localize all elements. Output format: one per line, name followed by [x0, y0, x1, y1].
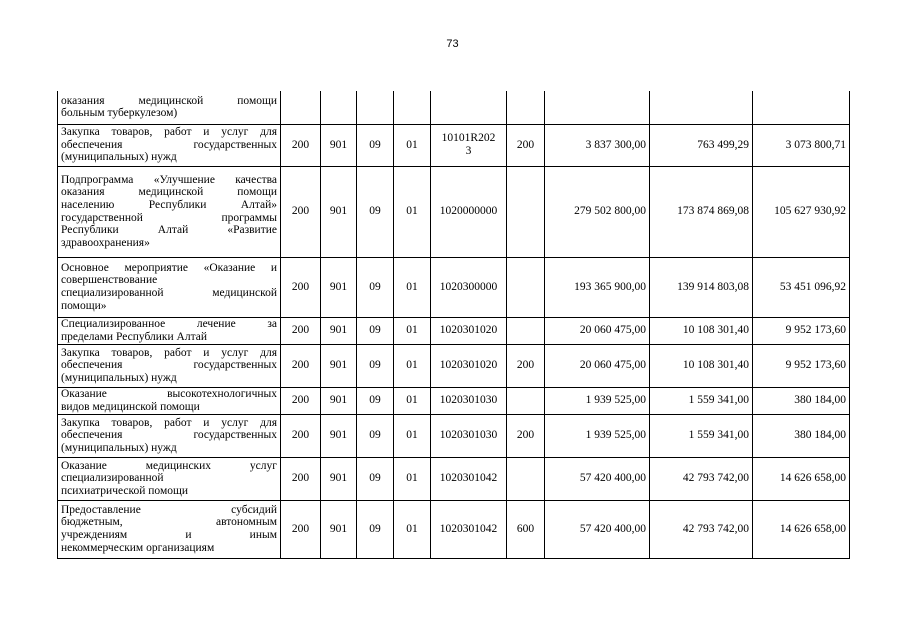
- amount-remaining-cell: 9 952 173,60: [753, 344, 850, 387]
- amount-remaining-cell: 380 184,00: [753, 387, 850, 414]
- expense-type-cell: [507, 387, 545, 414]
- description-line: совершенствование: [61, 274, 158, 287]
- row-description-cell: [58, 457, 281, 500]
- row-description-cell: [58, 124, 281, 166]
- row-description-cell: [58, 317, 281, 344]
- expense-type-cell: [507, 457, 545, 500]
- target-article-cell: 1020301020: [431, 317, 507, 344]
- expense-type-cell: 200: [507, 344, 545, 387]
- amount-executed-cell: 10 108 301,40: [650, 317, 753, 344]
- amount-plan-cell: 20 060 475,00: [545, 317, 650, 344]
- description-line: населению Республики Алтай»: [61, 198, 277, 211]
- amount-plan-cell: 57 420 400,00: [545, 500, 650, 558]
- amount-remaining-cell: 380 184,00: [753, 414, 850, 457]
- description-line: оказания медицинской помощи: [61, 186, 277, 199]
- ministry-code-cell: 901: [321, 414, 357, 457]
- amount-plan-cell: 3 837 300,00: [545, 124, 650, 166]
- admin-code-cell: [281, 91, 321, 124]
- expense-type-cell: [507, 257, 545, 317]
- expense-type-cell: 200: [507, 414, 545, 457]
- amount-executed-cell: 1 559 341,00: [650, 387, 753, 414]
- row-description-cell: [58, 387, 281, 414]
- description-line: Закупка товаров, работ и услуг для: [61, 416, 277, 429]
- description-line: (муниципальных) нужд: [61, 151, 177, 164]
- section-code-cell: 09: [357, 387, 394, 414]
- subsection-code-cell: 01: [394, 414, 431, 457]
- description-line: бюджетным, автономным: [61, 516, 277, 529]
- description-line: пределами Республики Алтай: [61, 330, 207, 343]
- target-article-cell: 1020300000: [431, 257, 507, 317]
- target-article-cell: 1020301042: [431, 457, 507, 500]
- admin-code-cell: 200: [281, 387, 321, 414]
- expense-type-cell: 200: [507, 124, 545, 166]
- section-code-cell: 09: [357, 166, 394, 257]
- amount-remaining-cell: 9 952 173,60: [753, 317, 850, 344]
- amount-plan-cell: 57 420 400,00: [545, 457, 650, 500]
- subsection-code-cell: 01: [394, 457, 431, 500]
- admin-code-cell: 200: [281, 257, 321, 317]
- expense-type-cell: 600: [507, 500, 545, 558]
- subsection-code-cell: [394, 91, 431, 124]
- description-line: здравоохранения»: [61, 236, 150, 249]
- target-article-cell: 10101R2023: [431, 124, 507, 166]
- amount-plan-cell: 279 502 800,00: [545, 166, 650, 257]
- description-line: обеспечения государственных: [61, 138, 277, 151]
- description-line: специализированной: [61, 472, 164, 485]
- table-row: [58, 500, 850, 558]
- description-line: Оказание высокотехнологичных: [61, 387, 277, 400]
- subsection-code-cell: 01: [394, 317, 431, 344]
- section-code-cell: 09: [357, 124, 394, 166]
- table-row: [58, 317, 850, 344]
- amount-executed-cell: 139 914 803,08: [650, 257, 753, 317]
- admin-code-cell: 200: [281, 166, 321, 257]
- ministry-code-cell: 901: [321, 166, 357, 257]
- amount-executed-cell: 10 108 301,40: [650, 344, 753, 387]
- target-article-cell: 1020301042: [431, 500, 507, 558]
- section-code-cell: 09: [357, 257, 394, 317]
- description-line: некоммерческим организациям: [61, 541, 215, 554]
- description-line: Республики Алтай «Развитие: [61, 224, 277, 237]
- section-code-cell: 09: [357, 344, 394, 387]
- row-description-cell: [58, 414, 281, 457]
- admin-code-cell: 200: [281, 124, 321, 166]
- amount-remaining-cell: 3 073 800,71: [753, 124, 850, 166]
- admin-code-cell: 200: [281, 457, 321, 500]
- section-code-cell: 09: [357, 457, 394, 500]
- description-line: обеспечения государственных: [61, 359, 277, 372]
- amount-executed-cell: [650, 91, 753, 124]
- section-code-cell: 09: [357, 414, 394, 457]
- ministry-code-cell: 901: [321, 500, 357, 558]
- amount-remaining-cell: 53 451 096,92: [753, 257, 850, 317]
- section-code-cell: [357, 91, 394, 124]
- ministry-code-cell: 901: [321, 387, 357, 414]
- table-row: [58, 257, 850, 317]
- amount-plan-cell: 1 939 525,00: [545, 414, 650, 457]
- amount-remaining-cell: 105 627 930,92: [753, 166, 850, 257]
- expense-type-cell: [507, 317, 545, 344]
- description-line: оказания медицинской помощи: [61, 94, 277, 107]
- table-row: [58, 414, 850, 457]
- target-article-cell: 1020301030: [431, 387, 507, 414]
- budget-table: [57, 91, 850, 559]
- admin-code-cell: 200: [281, 414, 321, 457]
- target-article-cell: [431, 91, 507, 124]
- description-line: Предоставление субсидий: [61, 503, 277, 516]
- subsection-code-cell: 01: [394, 124, 431, 166]
- ministry-code-cell: 901: [321, 317, 357, 344]
- row-description-cell: [58, 257, 281, 317]
- amount-executed-cell: 173 874 869,08: [650, 166, 753, 257]
- table-row: [58, 344, 850, 387]
- target-article-cell: 1020000000: [431, 166, 507, 257]
- subsection-code-cell: 01: [394, 257, 431, 317]
- page-number: 73: [446, 38, 459, 50]
- description-line: (муниципальных) нужд: [61, 441, 177, 454]
- amount-plan-cell: 1 939 525,00: [545, 387, 650, 414]
- target-article-cell: 1020301030: [431, 414, 507, 457]
- description-line: видов медицинской помощи: [61, 400, 200, 413]
- description-line: обеспечения государственных: [61, 429, 277, 442]
- admin-code-cell: 200: [281, 317, 321, 344]
- section-code-cell: 09: [357, 500, 394, 558]
- description-line: Специализированное лечение за: [61, 317, 277, 330]
- admin-code-cell: 200: [281, 344, 321, 387]
- expense-type-cell: [507, 166, 545, 257]
- admin-code-cell: 200: [281, 500, 321, 558]
- ministry-code-cell: [321, 91, 357, 124]
- description-line: Основное мероприятие «Оказание и: [61, 261, 277, 274]
- table-row: [58, 91, 850, 124]
- amount-executed-cell: 42 793 742,00: [650, 500, 753, 558]
- table-row: [58, 387, 850, 414]
- amount-executed-cell: 42 793 742,00: [650, 457, 753, 500]
- description-line: (муниципальных) нужд: [61, 371, 177, 384]
- amount-remaining-cell: 14 626 658,00: [753, 500, 850, 558]
- subsection-code-cell: 01: [394, 166, 431, 257]
- expense-type-cell: [507, 91, 545, 124]
- amount-plan-cell: [545, 91, 650, 124]
- amount-plan-cell: 193 365 900,00: [545, 257, 650, 317]
- description-line: государственной программы: [61, 211, 277, 224]
- ministry-code-cell: 901: [321, 457, 357, 500]
- description-line: учреждениям и иным: [61, 529, 277, 541]
- description-line: психиатрической помощи: [61, 484, 188, 497]
- subsection-code-cell: 01: [394, 500, 431, 558]
- row-description-cell: [58, 500, 281, 558]
- subsection-code-cell: 01: [394, 387, 431, 414]
- description-line: помощи»: [61, 299, 107, 312]
- table-row: [58, 124, 850, 166]
- description-line: специализированной медицинской: [61, 287, 277, 299]
- ministry-code-cell: 901: [321, 344, 357, 387]
- ministry-code-cell: 901: [321, 124, 357, 166]
- subsection-code-cell: 01: [394, 344, 431, 387]
- description-line: Закупка товаров, работ и услуг для: [61, 126, 277, 139]
- row-description-cell: [58, 91, 281, 124]
- ministry-code-cell: 901: [321, 257, 357, 317]
- amount-executed-cell: 763 499,29: [650, 124, 753, 166]
- section-code-cell: 09: [357, 317, 394, 344]
- description-line: больным туберкулезом): [61, 107, 178, 120]
- amount-remaining-cell: 14 626 658,00: [753, 457, 850, 500]
- row-description-cell: [58, 344, 281, 387]
- amount-remaining-cell: [753, 91, 850, 124]
- table-row: [58, 457, 850, 500]
- table-row: [58, 166, 850, 257]
- amount-plan-cell: 20 060 475,00: [545, 344, 650, 387]
- description-line: Закупка товаров, работ и услуг для: [61, 346, 277, 359]
- amount-executed-cell: 1 559 341,00: [650, 414, 753, 457]
- row-description-cell: [58, 166, 281, 257]
- description-line: Оказание медицинских услуг: [61, 459, 277, 472]
- target-article-cell: 1020301020: [431, 344, 507, 387]
- description-line: Подпрограмма «Улучшение качества: [61, 173, 277, 186]
